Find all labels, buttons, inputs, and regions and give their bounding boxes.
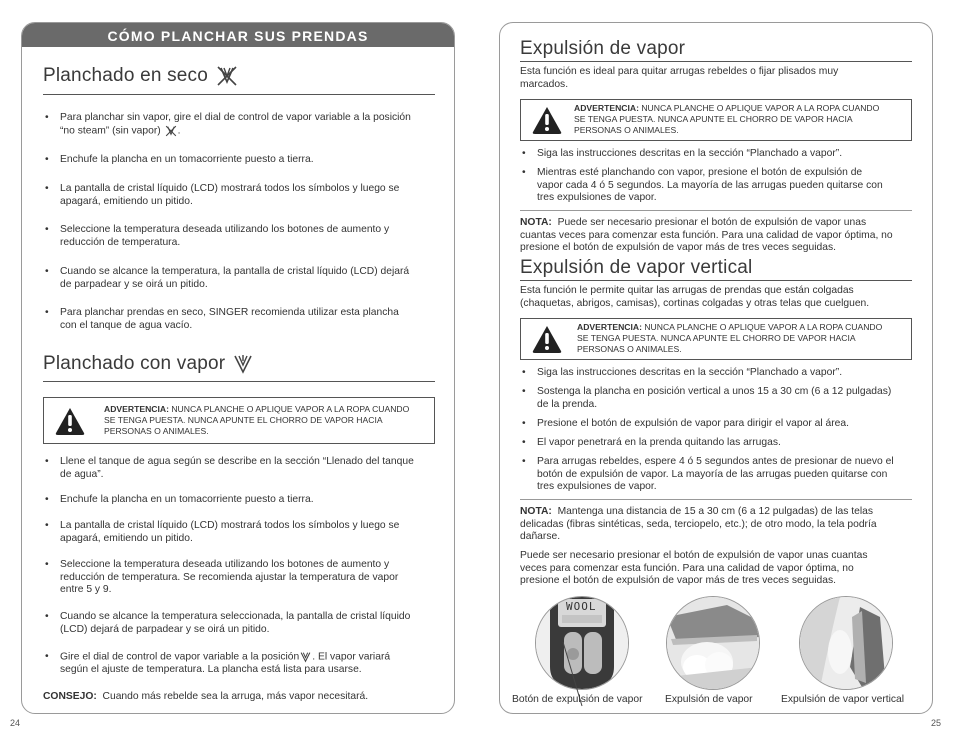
warning-line: PERSONAS O ANIMALES. [574,125,679,135]
warning-text [577,322,909,355]
warning-label: ADVERTENCIA: [574,103,639,113]
warning-line [574,103,909,114]
bullet-line [60,651,443,664]
bullet-line: reducción de temperatura. [60,236,181,248]
heading-rule [43,381,435,382]
note-line: dañarse. [520,531,561,543]
bullet-line: apagará, emitiendo un pitido. [60,532,193,544]
note-line [520,506,920,519]
list-item [520,167,920,205]
no-steam-icon [214,65,240,87]
caption-steam-burst: Expulsión de vapor [665,694,753,705]
bullet-text: . El vapor variará [312,651,391,663]
bullet-line: de la prenda. [537,398,598,410]
list-item [43,154,443,167]
tip-label: CONSEJO: [43,691,97,702]
bullet-line: de agua”. [60,468,104,480]
bullet-line: (LCD) dejará de parpadear y se oirá un pitido. [60,623,270,635]
warning-box [43,397,435,444]
bullet-line: según el ajuste de temperatura. La plancha está lista para usarse. [60,664,362,676]
page-number-left: 24 [10,718,21,728]
note-text: Puede ser necesario presionar el botón de expulsión de vapor unas [557,217,867,228]
bullet-line: con el tanque de agua vacío. [60,319,193,331]
bullet-line: • Para planchar sin vapor, gire el dial de control de vapor variable a la posición [60,112,411,123]
dry-ironing-heading [43,65,240,87]
warning-label: ADVERTENCIA: [104,404,169,414]
dry-ironing-title: Planchado en seco [43,65,209,87]
bullet-text: Gire el dial de control de vapor variable a la posición [60,651,300,663]
extra-line: veces para comenzar esta función. Para una calidad de vapor óptima, no [520,562,854,574]
bullet-line: • Cuando se alcance la temperatura seleccionada, la pantalla de cristal líquido [60,611,411,622]
extra-line: presione el botón de expulsión de vapor más de tres veces seguidas. [520,575,836,587]
note-line: cuantas veces para comenzar esta función. Para una calidad de vapor óptima, no [520,229,893,241]
burst-heading: Expulsión de vapor [520,38,686,59]
bullet-line: tres expulsiones de vapor. [537,481,657,493]
bullet-line: • Siga las instrucciones descritas en la sección “Planchado a vapor”. [537,367,843,378]
warning-icon [531,105,563,135]
steam-icon [299,651,312,663]
vertical-burst-drawing [800,597,892,689]
warning-icon [54,406,86,436]
warning-text [574,103,909,136]
heading-rule [520,280,912,281]
bullet-line: • Presione el botón de expulsión de vapor para dirigir el vapor al área. [537,418,849,429]
caption-burst-button: Botón de expulsión de vapor [512,694,643,705]
no-steam-icon [164,125,178,137]
list-item [520,456,920,494]
burst-intro [520,66,912,91]
steam-ironing-heading [43,353,255,375]
bullet-line: de parpadear y se oirá un pitido. [60,278,208,290]
list-item [520,386,920,411]
warning-line-text: NUNCA PLANCHE O APLIQUE VAPOR A LA ROPA CUANDO [171,404,410,414]
bullet-line: apagará, emitiendo un pitido. [60,195,193,207]
intro-line: (chaquetas, abrigos, camisas), cortinas colgadas y otras telas que cuelguen. [520,297,870,309]
bullet-line: • Enchufe la plancha en un tomacorriente puesto a tierra. [60,494,314,505]
bullet-line: • El vapor penetrará en la prenda quitando las arrugas. [537,437,781,448]
bullet-line: • Seleccione la temperatura deseada utilizando los botones de aumento y [60,224,390,235]
warning-line-text: NUNCA PLANCHE O APLIQUE VAPOR A LA ROPA CUANDO [641,103,880,113]
vertical-burst-illustration [799,596,893,690]
bullet-line [60,125,443,138]
note-line: delicadas (fibras sintéticas, seda, terciopelo, etc.); de otro modo, la tela podría [520,518,877,530]
tip-text: Cuando más rebelde sea la arruga, más vapor necesitará. [102,691,369,702]
warning-icon [531,324,563,354]
note-rule [520,499,912,500]
list-item [520,148,920,161]
bullet-line: • Siga las instrucciones descritas en la sección “Planchado a vapor”. [537,148,843,159]
warning-box [520,99,912,141]
steam-icon [231,353,255,375]
note-text: Mantenga una distancia de 15 a 30 cm (6 a 12 pulgadas) de las telas [557,506,873,517]
bullet-line: • Seleccione la temperatura deseada utilizando los botones de aumento y [60,559,390,570]
vertical-heading: Expulsión de vapor vertical [520,257,753,278]
bullet-line: vapor cada 4 ó 5 segundos. La mayoría de las arrugas pueden quitarse con [537,179,883,191]
burst-note [520,217,920,255]
section-banner: CÓMO PLANCHAR SUS PRENDAS [22,23,454,47]
vertical-extra [520,550,920,588]
bullet-line: • Para arrugas rebeldes, espere 4 ó 5 segundos antes de presionar de nuevo el [537,456,894,467]
warning-line: SE TENGA PUESTA. NUNCA APUNTE EL CHORRO DE VAPOR HACIA [104,415,383,425]
bullet-line: entre 5 y 9. [60,584,112,596]
list-item [43,307,443,332]
heading-rule [43,94,435,95]
bullet-line: • Sostenga la plancha en posición vertical a unos 15 a 30 cm (6 a 12 pulgadas) [537,386,892,397]
note-line: presione el botón de expulsión de vapor más de tres veces seguidas. [520,242,836,254]
tip-line [43,691,443,704]
warning-line: PERSONAS O ANIMALES. [577,344,682,354]
note-rule [520,210,912,211]
bullet-line: botón de expulsión de vapor. La mayoría de las arrugas pueden quitarse con [537,468,888,480]
steam-burst-illustration [666,596,760,690]
list-item [43,112,443,138]
heading-rule [520,61,912,62]
list-item [43,559,443,597]
intro-line: Esta función le permite quitar las arrugas de prendas que están colgadas [520,285,854,296]
warning-line [577,322,909,333]
warning-text [104,404,434,437]
bullet-line: • Mientras esté planchando con vapor, presione el botón de expulsión de [537,167,863,178]
list-item [43,224,443,249]
list-item [43,520,443,545]
bullet-line: tres expulsiones de vapor. [537,192,657,204]
warning-label: ADVERTENCIA: [577,322,642,332]
left-page [21,22,455,714]
steam-ironing-title: Planchado con vapor [43,353,226,375]
bullet-text: . [177,125,181,137]
list-item [43,456,443,481]
bullet-line: • Llene el tanque de agua según se describe en la sección “Llenado del tanque [60,456,414,467]
bullet-line: • La pantalla de cristal líquido (LCD) mostrará todos los símbolos y luego se [60,183,400,194]
bullet-text: “no steam” (sin vapor) [60,125,161,137]
note-label: NOTA: [520,217,552,228]
bullet-line: • Para planchar prendas en seco, SINGER recomienda utilizar esta plancha [60,307,399,318]
bullet-line: • Cuando se alcance la temperatura, la pantalla de cristal líquido (LCD) dejará [60,266,410,277]
bullet-line: • La pantalla de cristal líquido (LCD) mostrará todos los símbolos y luego se [60,520,400,531]
list-item [43,611,443,636]
lcd-display-text: WOOL [566,600,597,613]
page-number-right: 25 [931,718,942,728]
warning-box [520,318,912,360]
note-line [520,217,920,230]
warning-line-text: NUNCA PLANCHE O APLIQUE VAPOR A LA ROPA CUANDO [644,322,883,332]
steam-burst-drawing [667,597,759,689]
extra-line: Puede ser necesario presionar el botón de expulsión de vapor unas cuantas [520,550,868,561]
caption-vertical-burst: Expulsión de vapor vertical [781,694,905,705]
intro-line: Esta función es ideal para quitar arrugas rebeldes o fijar plisados muy [520,66,839,77]
intro-line: marcados. [520,78,569,90]
list-item [520,418,920,431]
bullet-line: • Enchufe la plancha en un tomacorriente puesto a tierra. [60,154,314,165]
list-item [520,367,920,380]
list-item [43,183,443,208]
note-label: NOTA: [520,506,552,517]
vertical-note [520,506,920,544]
list-item [43,651,443,677]
warning-line: SE TENGA PUESTA. NUNCA APUNTE EL CHORRO DE VAPOR HACIA [577,333,856,343]
bullet-line: reducción de temperatura. Se recomienda ajustar la temperatura de vapor [60,571,399,583]
vertical-intro [520,285,920,310]
list-item [43,266,443,291]
list-item [520,437,920,450]
warning-line [104,404,434,415]
list-item [43,494,443,507]
warning-line: SE TENGA PUESTA. NUNCA APUNTE EL CHORRO DE VAPOR HACIA [574,114,853,124]
warning-line: PERSONAS O ANIMALES. [104,426,209,436]
